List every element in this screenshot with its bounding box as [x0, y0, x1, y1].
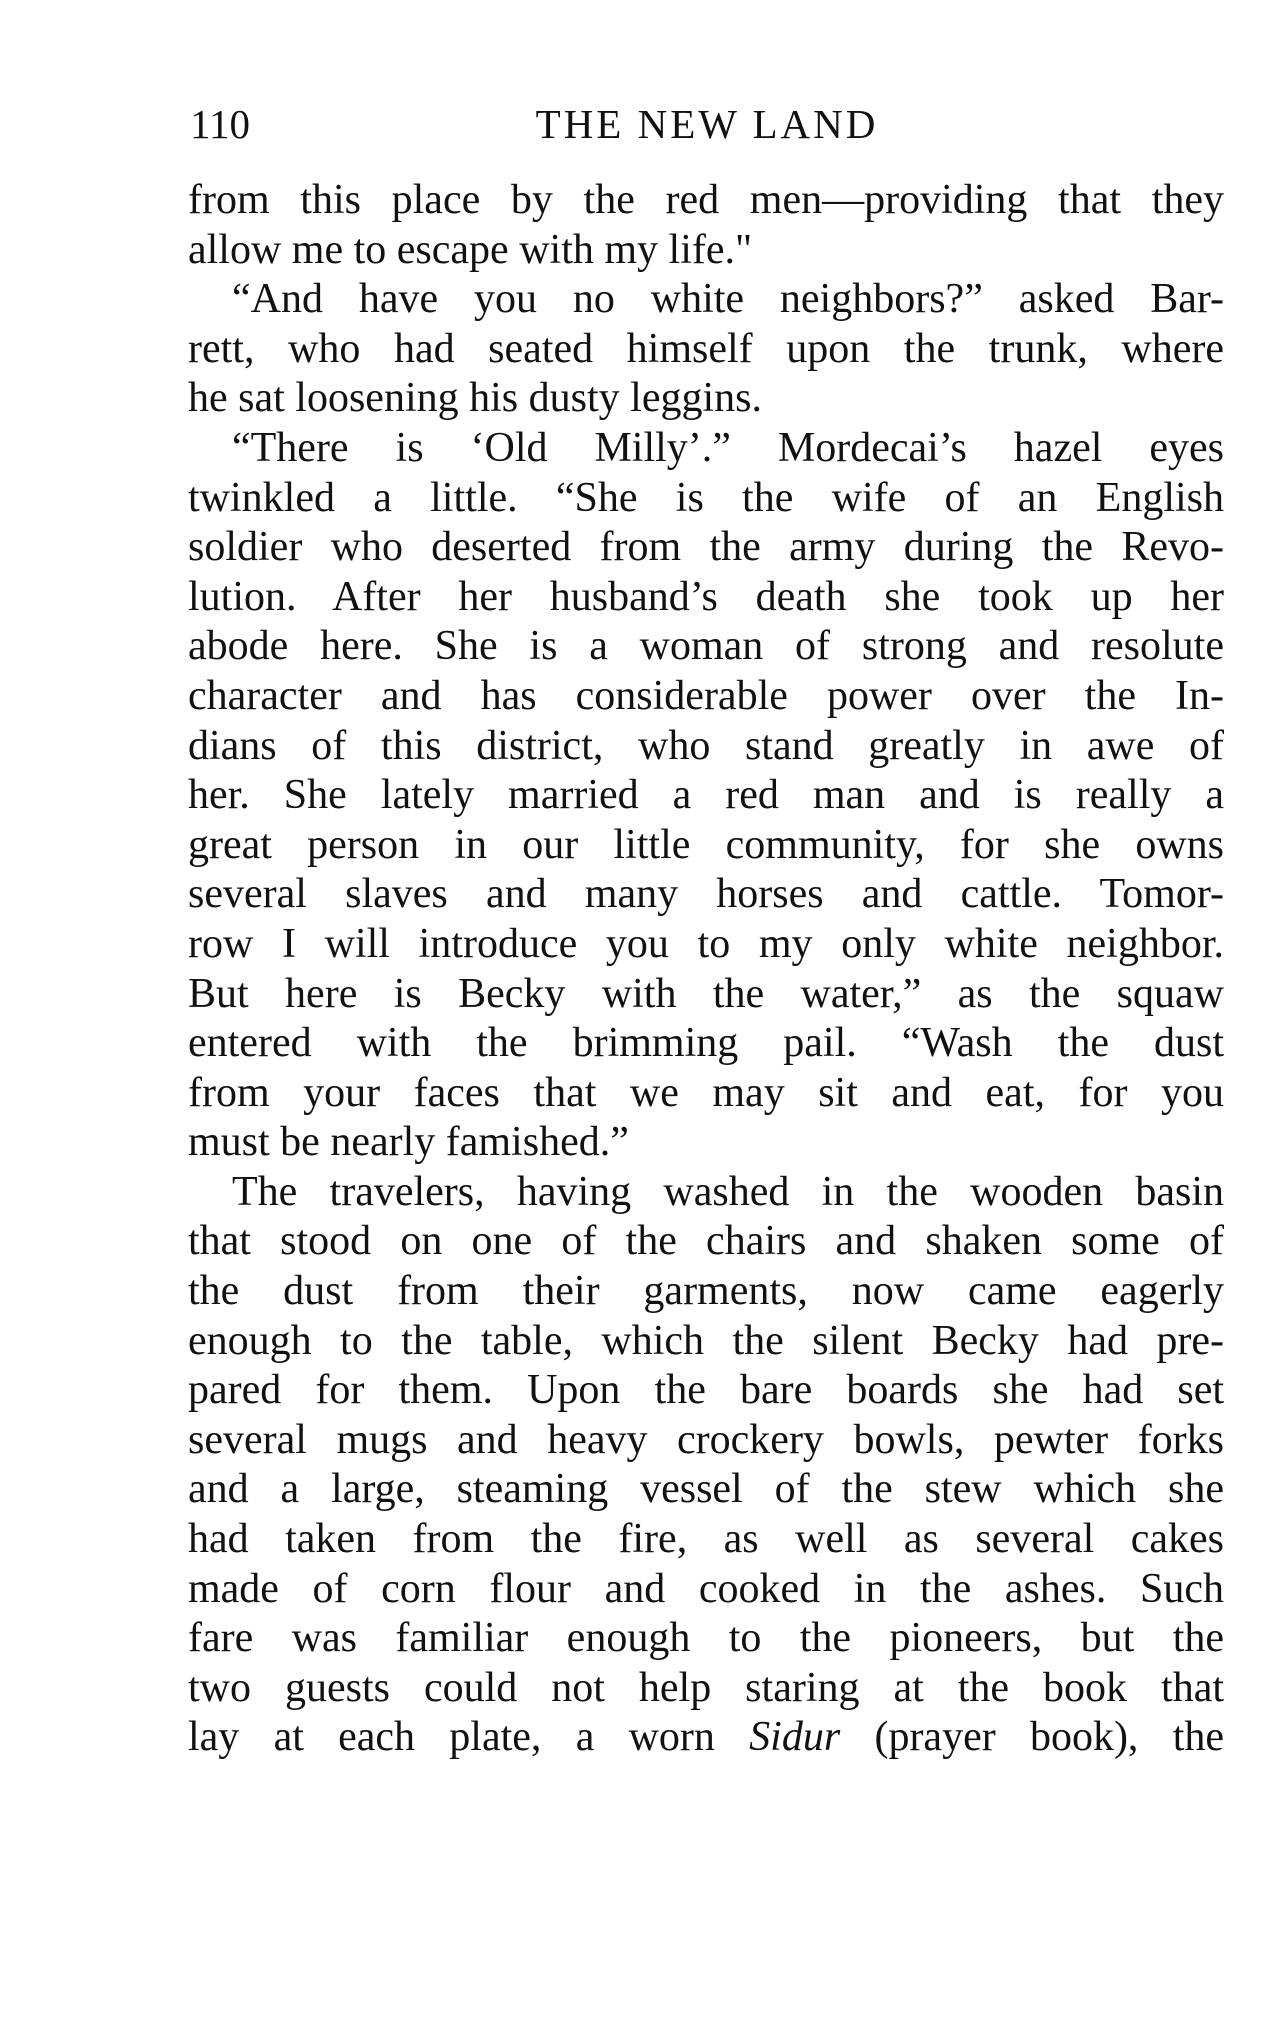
text-line: made of corn flour and cooked in the ashes. Such — [188, 1565, 1224, 1612]
page-number: 110 — [190, 101, 250, 147]
text-line: two guests could not help staring at the book that — [188, 1664, 1224, 1711]
text-line: from this place by the red men—providing that they — [188, 177, 1224, 223]
text-line: he sat loosening his dusty leggins. — [188, 375, 762, 422]
text-line: lution. After her husband’s death she took up her — [188, 573, 1224, 620]
text-line: that stood on one of the chairs and shaken some of — [188, 1218, 1224, 1265]
final-line-after: (prayer book), the — [874, 1714, 1225, 1761]
text-line: “There is ‘Old Milly’.” Mordecai’s hazel eyes — [232, 424, 1224, 471]
text-line: had taken from the fire, as well as several cakes — [188, 1516, 1224, 1563]
body-text — [188, 176, 1224, 1763]
text-line: But here is Becky with the water,” as the squaw — [188, 970, 1224, 1017]
text-line: abode here. She is a woman of strong and resolute — [188, 623, 1224, 670]
text-line: from your faces that we may sit and eat, for you — [188, 1069, 1224, 1116]
text-line: rett, who had seated himself upon the trunk, where — [188, 325, 1224, 372]
text-line: great person in our little community, for she owns — [188, 821, 1224, 868]
sidur-word: Sidur — [749, 1714, 841, 1761]
text-line: “And have you no white neighbors?” asked Bar- — [232, 276, 1224, 323]
text-line: her. She lately married a red man and is really a — [188, 772, 1224, 819]
text-line: soldier who deserted from the army during the Revo- — [188, 524, 1224, 571]
text-line: character and has considerable power over the In- — [188, 672, 1224, 719]
text-line: The travelers, having washed in the wooden basin — [232, 1168, 1224, 1215]
text-line: several slaves and many horses and cattle. Tomor- — [188, 871, 1224, 918]
text-line: entered with the brimming pail. “Wash the dust — [188, 1020, 1224, 1067]
text-line: and a large, steaming vessel of the stew which she — [188, 1466, 1224, 1513]
text-line: dians of this district, who stand greatly in awe of — [188, 722, 1224, 769]
text-line: pared for them. Upon the bare boards she had set — [188, 1367, 1224, 1414]
page-header — [190, 94, 1224, 154]
text-line: enough to the table, which the silent Becky had pre- — [188, 1317, 1224, 1364]
text-line: allow me to escape with my life." — [188, 226, 753, 273]
running-title: THE NEW LAND — [535, 101, 879, 147]
text-line: must be nearly famished.” — [188, 1119, 629, 1166]
text-line: fare was familiar enough to the pioneers, but the — [188, 1615, 1224, 1662]
final-line-before: lay at each plate, a worn — [188, 1714, 715, 1761]
text-line: several mugs and heavy crockery bowls, pewter forks — [188, 1416, 1224, 1463]
final-text-line — [188, 1713, 1224, 1763]
text-line: the dust from their garments, now came eagerly — [188, 1268, 1224, 1315]
text-line: twinkled a little. “She is the wife of an English — [188, 474, 1224, 521]
text-line: row I will introduce you to my only white neighbor. — [188, 920, 1224, 967]
